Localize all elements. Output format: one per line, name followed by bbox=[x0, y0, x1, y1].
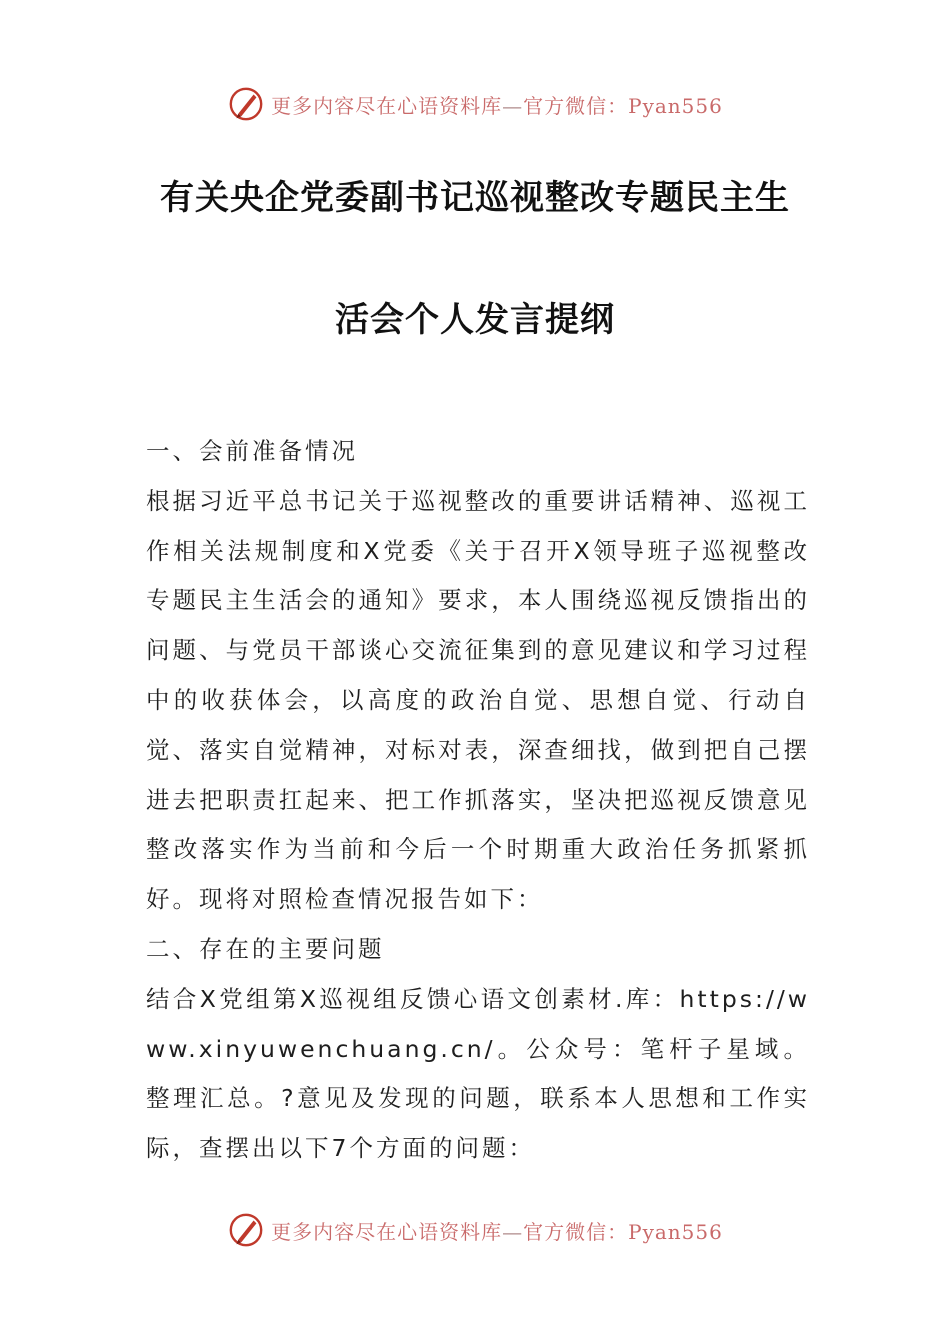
watermark-official-label: 官方微信： bbox=[523, 93, 629, 118]
document-body bbox=[146, 427, 810, 1174]
body-paragraph: 根据习近平总书记关于巡视整改的重要讲话精神、巡视工作相关法规制度和X党委《关于召开X领导班子巡视整改专题民主生活会的通知》要求，本人围绕巡视反馈指出的问题、与党员干部谈心交流征集到的意见建议和学习过程中的收获体会，以高度的政治自觉、思想自觉、行动自觉、落实自觉精神，对标对表，深查细找，做到把自己摆进去把职责扛起来、把工作抓落实，坚决把巡视反馈意见整改落实作为当前和今后一个时期重大政治任务抓紧抓好。现将对照检查情况报告如下： bbox=[146, 486, 810, 914]
watermark-text: 更多内容尽在心语资料库 bbox=[271, 93, 503, 118]
watermark-banner-bottom bbox=[0, 1208, 950, 1252]
watermark-banner-top bbox=[0, 82, 950, 126]
document-title-line-1: 有关央企党委副书记巡视整改专题民主生 bbox=[160, 178, 790, 218]
body-paragraph: 结合X党组第X巡视组反馈心语文创素材.库：https://www.xinyuwenchuang.cn/。公众号：笔杆子星域。整理汇总。?意见及发现的问题，联系本人思想和工作实际，查摆出以下7个方面的问题： bbox=[146, 984, 810, 1163]
section-heading: 一、会前准备情况 bbox=[146, 437, 358, 465]
watermark-separator: — bbox=[502, 93, 524, 118]
watermark-account: Pyan556 bbox=[628, 1219, 723, 1244]
document-title-line-2: 活会个人发言提纲 bbox=[335, 300, 615, 340]
pen-logo-icon bbox=[227, 1211, 265, 1249]
watermark-account: Pyan556 bbox=[628, 93, 723, 118]
watermark-separator: — bbox=[502, 1219, 524, 1244]
pen-logo-icon bbox=[227, 85, 265, 123]
watermark-text: 更多内容尽在心语资料库 bbox=[271, 1219, 503, 1244]
watermark-official-label: 官方微信： bbox=[523, 1219, 629, 1244]
section-heading: 二、存在的主要问题 bbox=[146, 934, 385, 963]
